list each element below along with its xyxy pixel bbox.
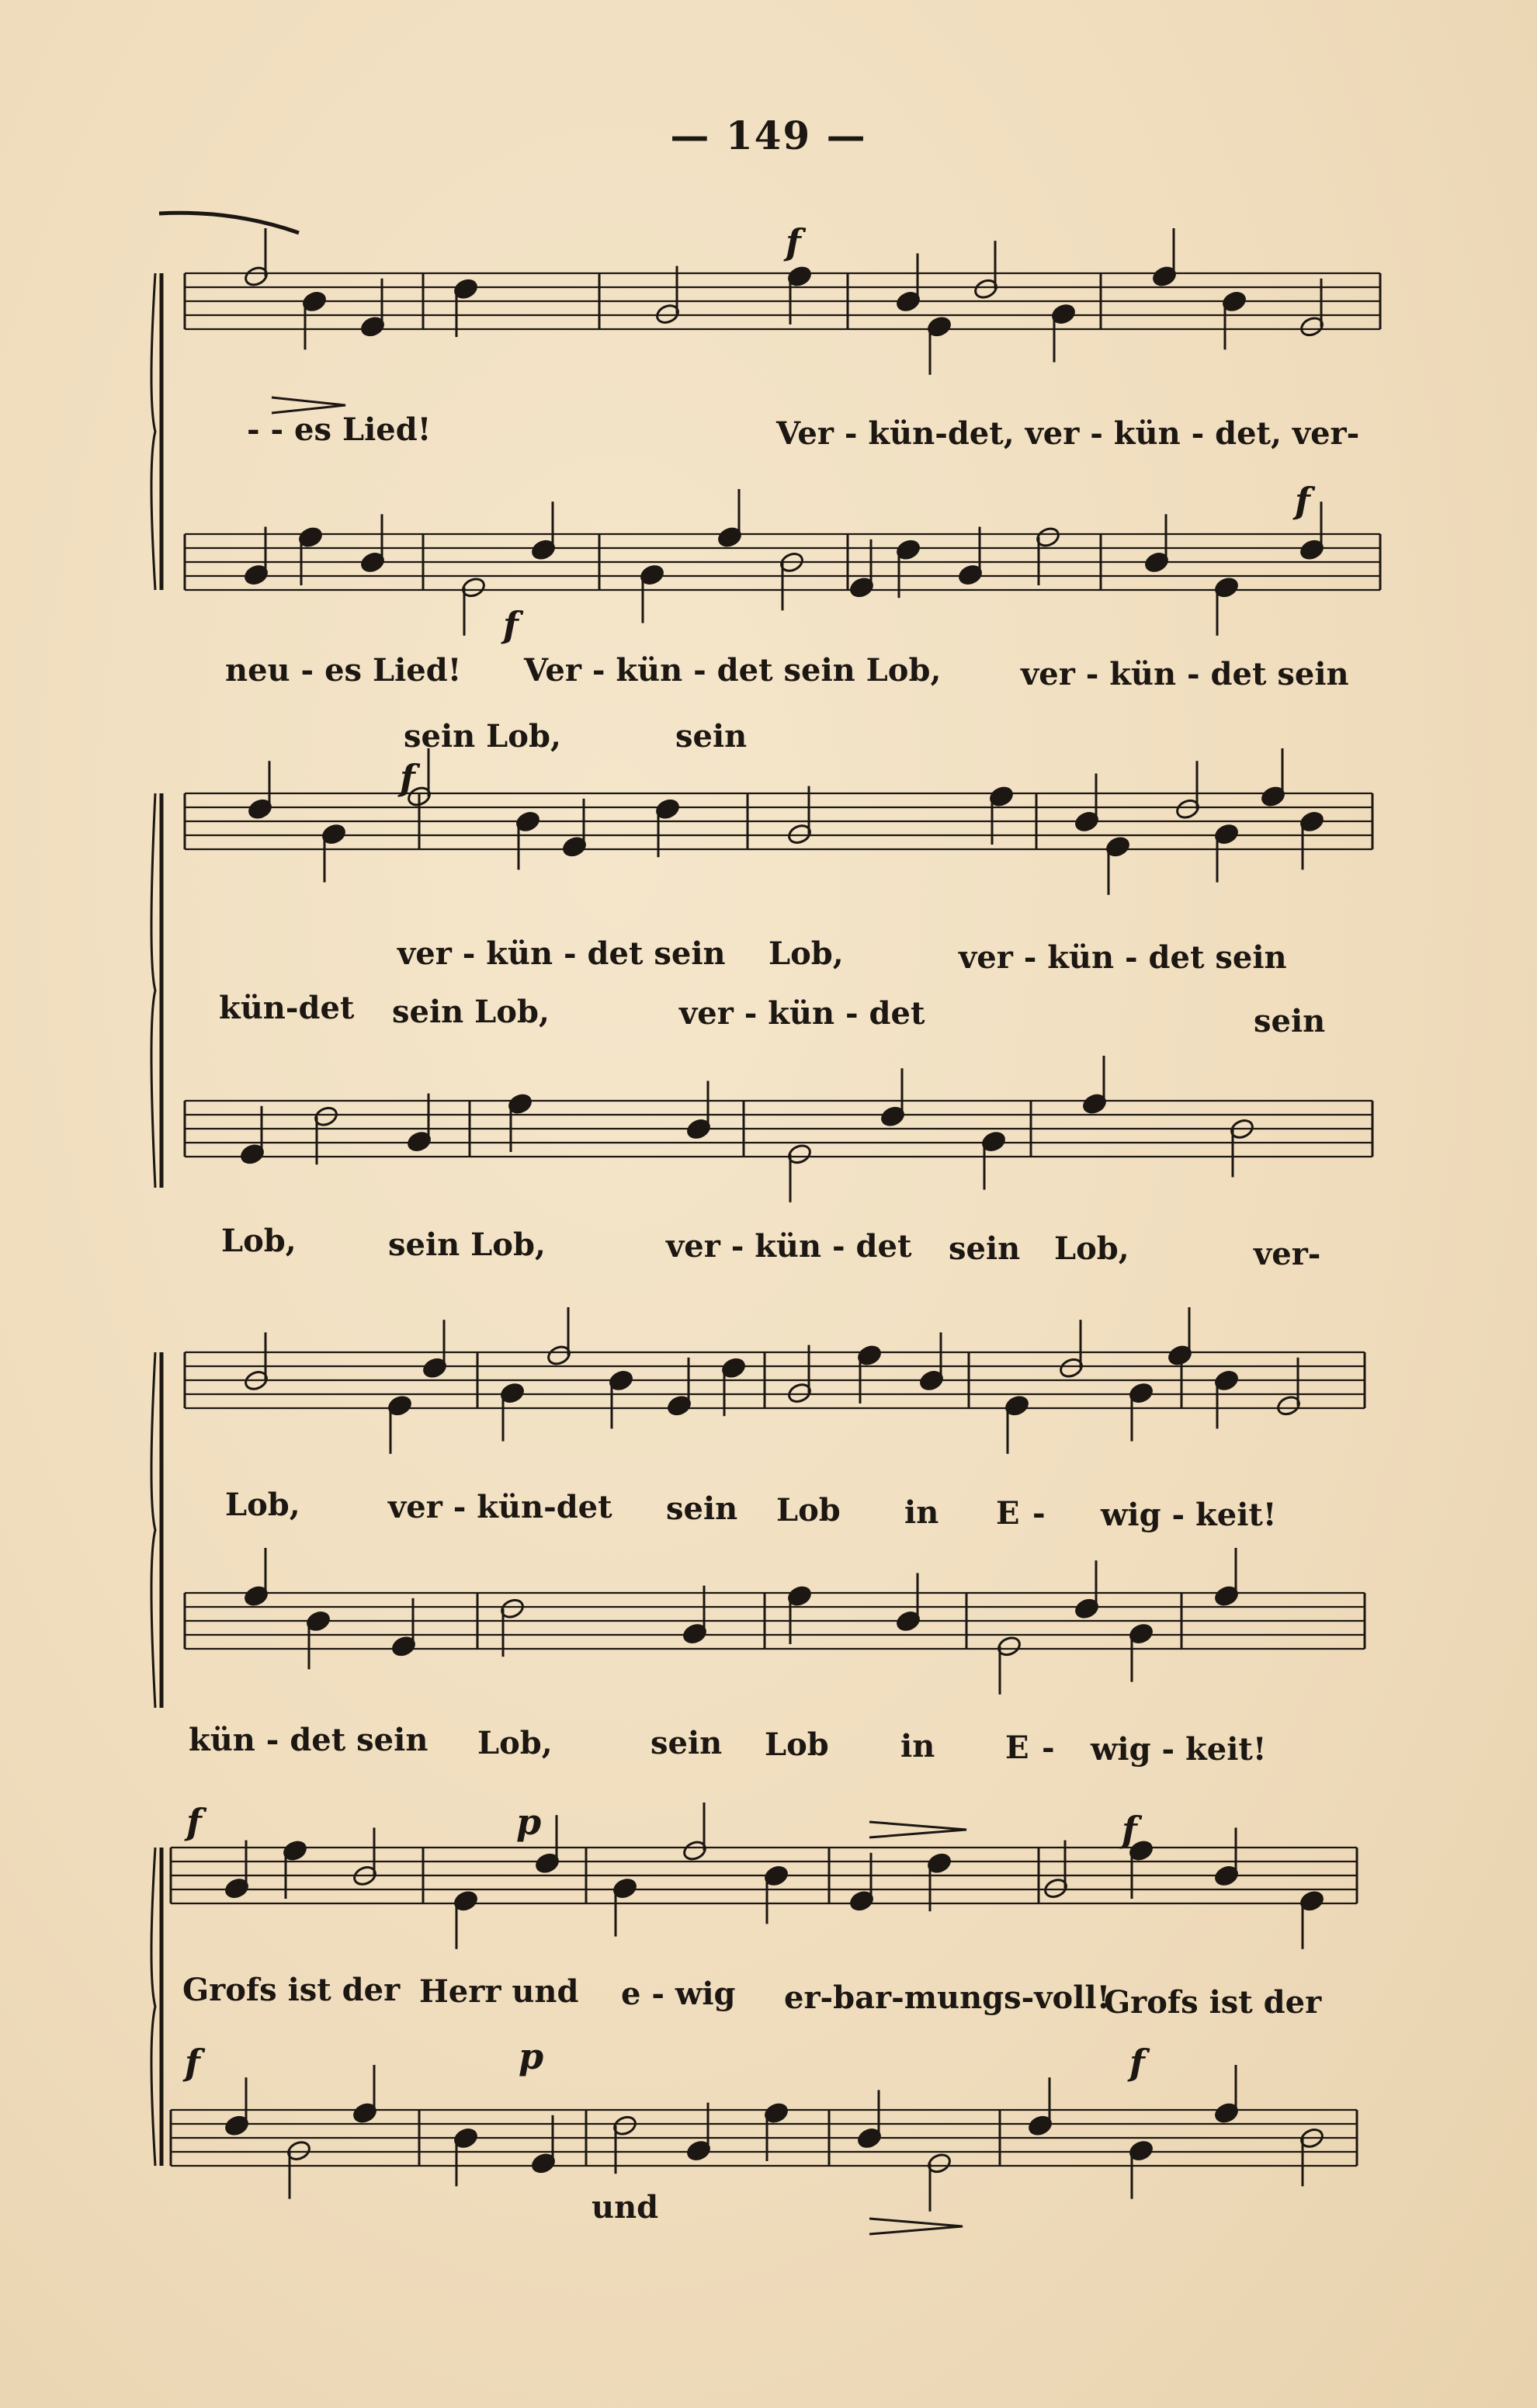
slur-mark xyxy=(159,213,299,233)
dynamic-f-5: f xyxy=(186,1801,202,1843)
lyric-s3-upper-4: Lob xyxy=(776,1492,841,1528)
lyric-s1-lower-2: Ver - kün - det sein Lob, xyxy=(524,652,942,689)
dynamic-f-8: f xyxy=(1129,2042,1145,2084)
system-brace xyxy=(151,793,155,1188)
lyric-s3-lower-5: in xyxy=(900,1728,935,1764)
lyric-s3-upper-3: sein xyxy=(666,1490,738,1527)
decrescendo-hairpin xyxy=(272,397,345,413)
lyric-s3-lower-1: kün - det sein xyxy=(189,1722,428,1758)
lyric-s3-upper-7: - xyxy=(1032,1495,1046,1532)
lyric-s2-lower-6: ver- xyxy=(1254,1236,1321,1272)
dynamic-f-1: f xyxy=(786,221,801,263)
lyric-s4-upper-1: Grofs ist der xyxy=(182,1972,401,2008)
system-brace xyxy=(151,1848,155,2166)
lyric-s3-upper-8: wig - keit! xyxy=(1101,1497,1277,1533)
lyric-s2-lower-4: sein xyxy=(949,1230,1021,1267)
lyric-s3-upper-6: E xyxy=(996,1495,1020,1532)
lyric-s3-lower-6: E xyxy=(1005,1730,1029,1766)
lyric-s3-lower-7: - xyxy=(1042,1730,1055,1766)
lyric-s2-lowertop-2: sein Lob, xyxy=(392,994,550,1030)
dynamic-p-1: p xyxy=(516,1801,542,1843)
lyric-s2-upper-2: Lob, xyxy=(768,935,844,972)
lyric-s1-below-1: sein Lob, xyxy=(404,718,561,755)
system-brace xyxy=(151,1352,155,1708)
lyric-s4-upper-2: Herr und xyxy=(419,1973,579,2010)
lyric-s1-below-2: sein xyxy=(675,718,748,755)
lyric-s3-lower-2: Lob, xyxy=(477,1725,553,1761)
lyric-s1-lower-3: ver - kün - det sein xyxy=(1021,656,1349,692)
dynamic-f-3: f xyxy=(503,604,519,646)
lyric-s2-lower-3: ver - kün - det xyxy=(666,1228,912,1265)
lyric-s2-lowertop-4: sein xyxy=(1254,1003,1326,1039)
lyric-s2-lower-5: Lob, xyxy=(1054,1230,1129,1267)
lyric-s2-lowertop-3: ver - kün - det xyxy=(679,995,925,1032)
lyric-s4-upper-3: e - wig xyxy=(621,1976,736,2012)
decrescendo-hairpin xyxy=(869,1822,966,1837)
dynamic-p-2: p xyxy=(519,2035,544,2077)
lyric-s1-lower-1: neu - es Lied! xyxy=(225,652,462,689)
lyric-s3-lower-8: wig - keit! xyxy=(1091,1731,1267,1768)
lyric-s3-upper-1: Lob, xyxy=(225,1487,300,1523)
lyric-s3-lower-4: Lob xyxy=(765,1726,829,1763)
lyric-s3-upper-2: ver - kün-det xyxy=(388,1489,612,1525)
lyric-s2-lowertop-1: kün-det xyxy=(219,990,355,1026)
lyric-s4-upper-5: Grofs ist der xyxy=(1104,1984,1322,2021)
lyric-s2-upper-3: ver - kün - det sein xyxy=(959,939,1287,976)
dynamic-f-4: f xyxy=(400,757,415,799)
lyric-s1-upper-2: Ver - kün-det, ver - kün - det, ver- xyxy=(776,415,1360,452)
lyric-s1-upper-1: - - es Lied! xyxy=(247,411,432,448)
dynamic-f-7: f xyxy=(185,2042,200,2084)
lyric-s4-upper-4: er-bar-mungs-voll! xyxy=(784,1979,1111,2016)
decrescendo-hairpin xyxy=(869,2219,963,2234)
lyric-s4-lower-1: und xyxy=(592,2189,659,2226)
dynamic-f-6: f xyxy=(1122,1809,1137,1851)
page-number: — 149 — xyxy=(670,113,867,158)
lyric-s2-lower-2: sein Lob, xyxy=(388,1227,546,1263)
system-brace xyxy=(151,273,155,590)
lyric-s3-upper-5: in xyxy=(904,1494,939,1531)
lyric-s2-lower-1: Lob, xyxy=(221,1223,297,1259)
lyric-s2-upper-1: ver - kün - det sein xyxy=(397,935,726,972)
dynamic-f-2: f xyxy=(1295,480,1310,522)
lyric-s3-lower-3: sein xyxy=(651,1725,723,1761)
